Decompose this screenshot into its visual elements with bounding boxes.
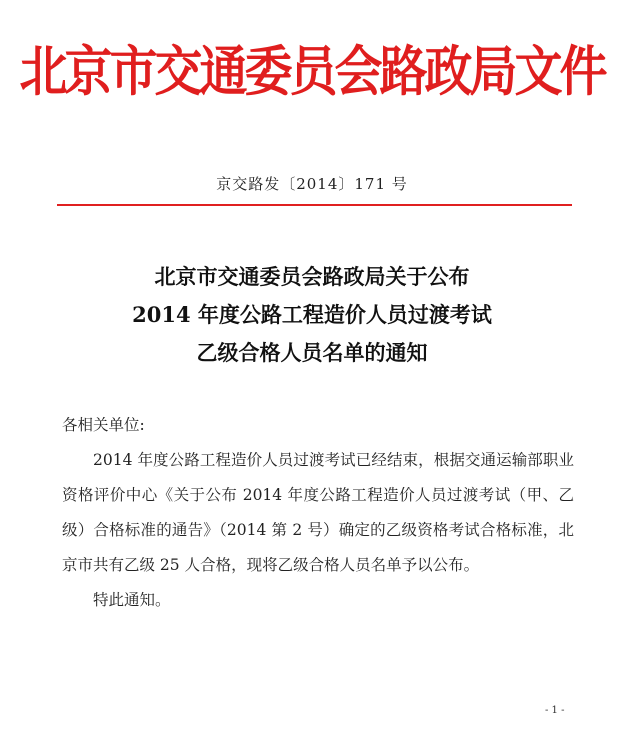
red-divider-line: [57, 204, 572, 206]
notice-body: [62, 408, 574, 618]
document-number: 京交路发〔2014〕171 号: [216, 175, 408, 193]
body-paragraph: 2014 年度公路工程造价人员过渡考试已经结束，根据交通运输部职业资格评价中心《关于公布 2014 年度公路工程造价人员过渡考试（甲、乙级）合格标准的通告》（2014 第 2 号）确定的乙级资格考试合格标准，北京市共有乙级 25 人合格，现将乙级合格人员名单予以公布。: [62, 451, 574, 574]
page-number: - 1 -: [545, 705, 565, 716]
title-line-1: 北京市交通委员会路政局关于公布: [154, 264, 470, 289]
salutation: 各相关单位:: [62, 416, 145, 434]
title-line-3: 乙级合格人员名单的通知: [196, 340, 428, 365]
document-masthead: 北京市交通委员会路政局文件: [19, 40, 605, 104]
title-line-2: 2014 年度公路工程造价人员过渡考试: [132, 302, 492, 327]
notice-title: [0, 258, 624, 372]
closing-line: 特此通知。: [93, 591, 171, 609]
